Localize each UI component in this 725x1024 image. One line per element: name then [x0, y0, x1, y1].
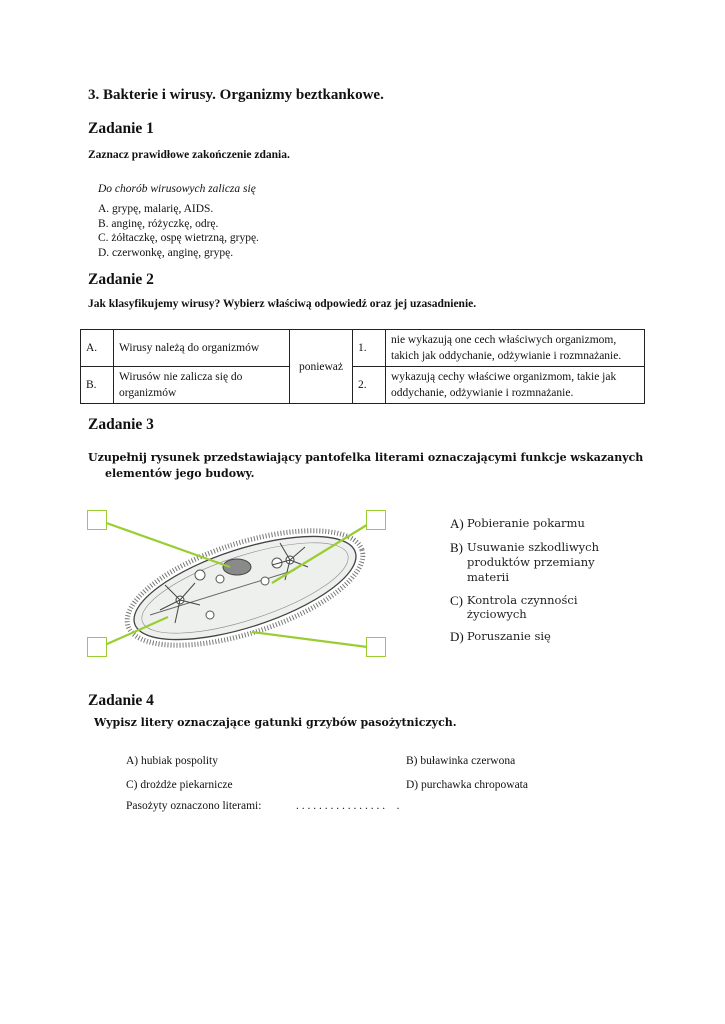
task1-option-b[interactable]: B. anginę, różyczkę, odrę.	[98, 217, 219, 230]
row1-letter[interactable]: A.	[81, 330, 114, 367]
paramecium-body	[123, 515, 368, 661]
answer-box-bottom-right[interactable]	[366, 637, 386, 657]
row1-reason: nie wykazują one cech właściwych organizmom, takich jak oddychanie, odżywianie i rozmnażanie.	[386, 330, 645, 367]
task1-option-c[interactable]: C. żółtaczkę, ospę wietrzną, grypę.	[98, 232, 259, 244]
connector-cell: ponieważ	[290, 330, 353, 404]
answer-box-bottom-left[interactable]	[87, 637, 107, 657]
task2-title: Zadanie 2	[88, 271, 154, 288]
task3-instruction-line2: elementów jego budowy.	[105, 467, 255, 480]
task1-option-d[interactable]: D. czerwonkę, anginę, grypę.	[98, 246, 234, 259]
task1-instruction: Zaznacz prawidłowe zakończenie zdania.	[88, 149, 290, 161]
row2-text: Wirusów nie zalicza się do organizmów	[114, 367, 290, 404]
task4-item-a: A) hubiak pospolity	[126, 755, 218, 767]
classification-table	[80, 329, 645, 404]
row2-letter[interactable]: B.	[81, 367, 114, 404]
task4-item-c: C) drożdże piekarnicze	[126, 779, 233, 791]
row2-num[interactable]: 2.	[353, 367, 386, 404]
task4-answer-blank[interactable]: . . . . . . . . . . . . . . . . .	[296, 800, 400, 812]
table-row	[81, 330, 645, 367]
row1-text: Wirusy należą do organizmów	[114, 330, 290, 367]
task3-option-a: A) Pobieranie pokarmu	[450, 516, 585, 531]
task1-options	[98, 202, 259, 260]
task3-options	[450, 516, 640, 645]
task3-title: Zadanie 3	[88, 416, 154, 433]
task1-stem: Do chorób wirusowych zalicza się	[98, 183, 256, 195]
task4-answer-label: Pasożyty oznaczono literami:	[126, 800, 262, 812]
task3-option-c: C) Kontrola czynności życiowych	[450, 593, 578, 621]
answer-box-top-left[interactable]	[87, 510, 107, 530]
section-title: 3. Bakterie i wirusy. Organizmy beztkankowe.	[88, 87, 384, 103]
task4-instruction: Wypisz litery oznaczające gatunki grzybów pasożytniczych.	[94, 716, 457, 729]
task4-item-d: D) purchawka chropowata	[406, 779, 528, 791]
row2-reason: wykazują cechy właściwe organizmom, takie jak oddychanie, odżywianie i rozmnażanie.	[386, 367, 645, 404]
task1-option-a[interactable]: A. grypę, malarię, AIDS.	[98, 203, 214, 215]
task4-item-b: B) buławinka czerwona	[406, 755, 516, 767]
task1-title: Zadanie 1	[88, 120, 154, 137]
task3-option-b: B) Usuwanie szkodliwych produktów przemiany materii	[450, 540, 600, 584]
table-row	[81, 367, 645, 404]
task3-option-d: D) Poruszanie się	[450, 629, 551, 644]
row1-num[interactable]: 1.	[353, 330, 386, 367]
task3-instruction-line1: Uzupełnij rysunek przedstawiający pantofelka literami oznaczającymi funkcje wskazanych	[88, 451, 644, 464]
paramecium-diagram	[80, 505, 400, 665]
answer-box-top-right[interactable]	[366, 510, 386, 530]
task2-instruction: Jak klasyfikujemy wirusy? Wybierz właściwą odpowiedź oraz jej uzasadnienie.	[88, 298, 477, 310]
task4-title: Zadanie 4	[88, 692, 154, 709]
